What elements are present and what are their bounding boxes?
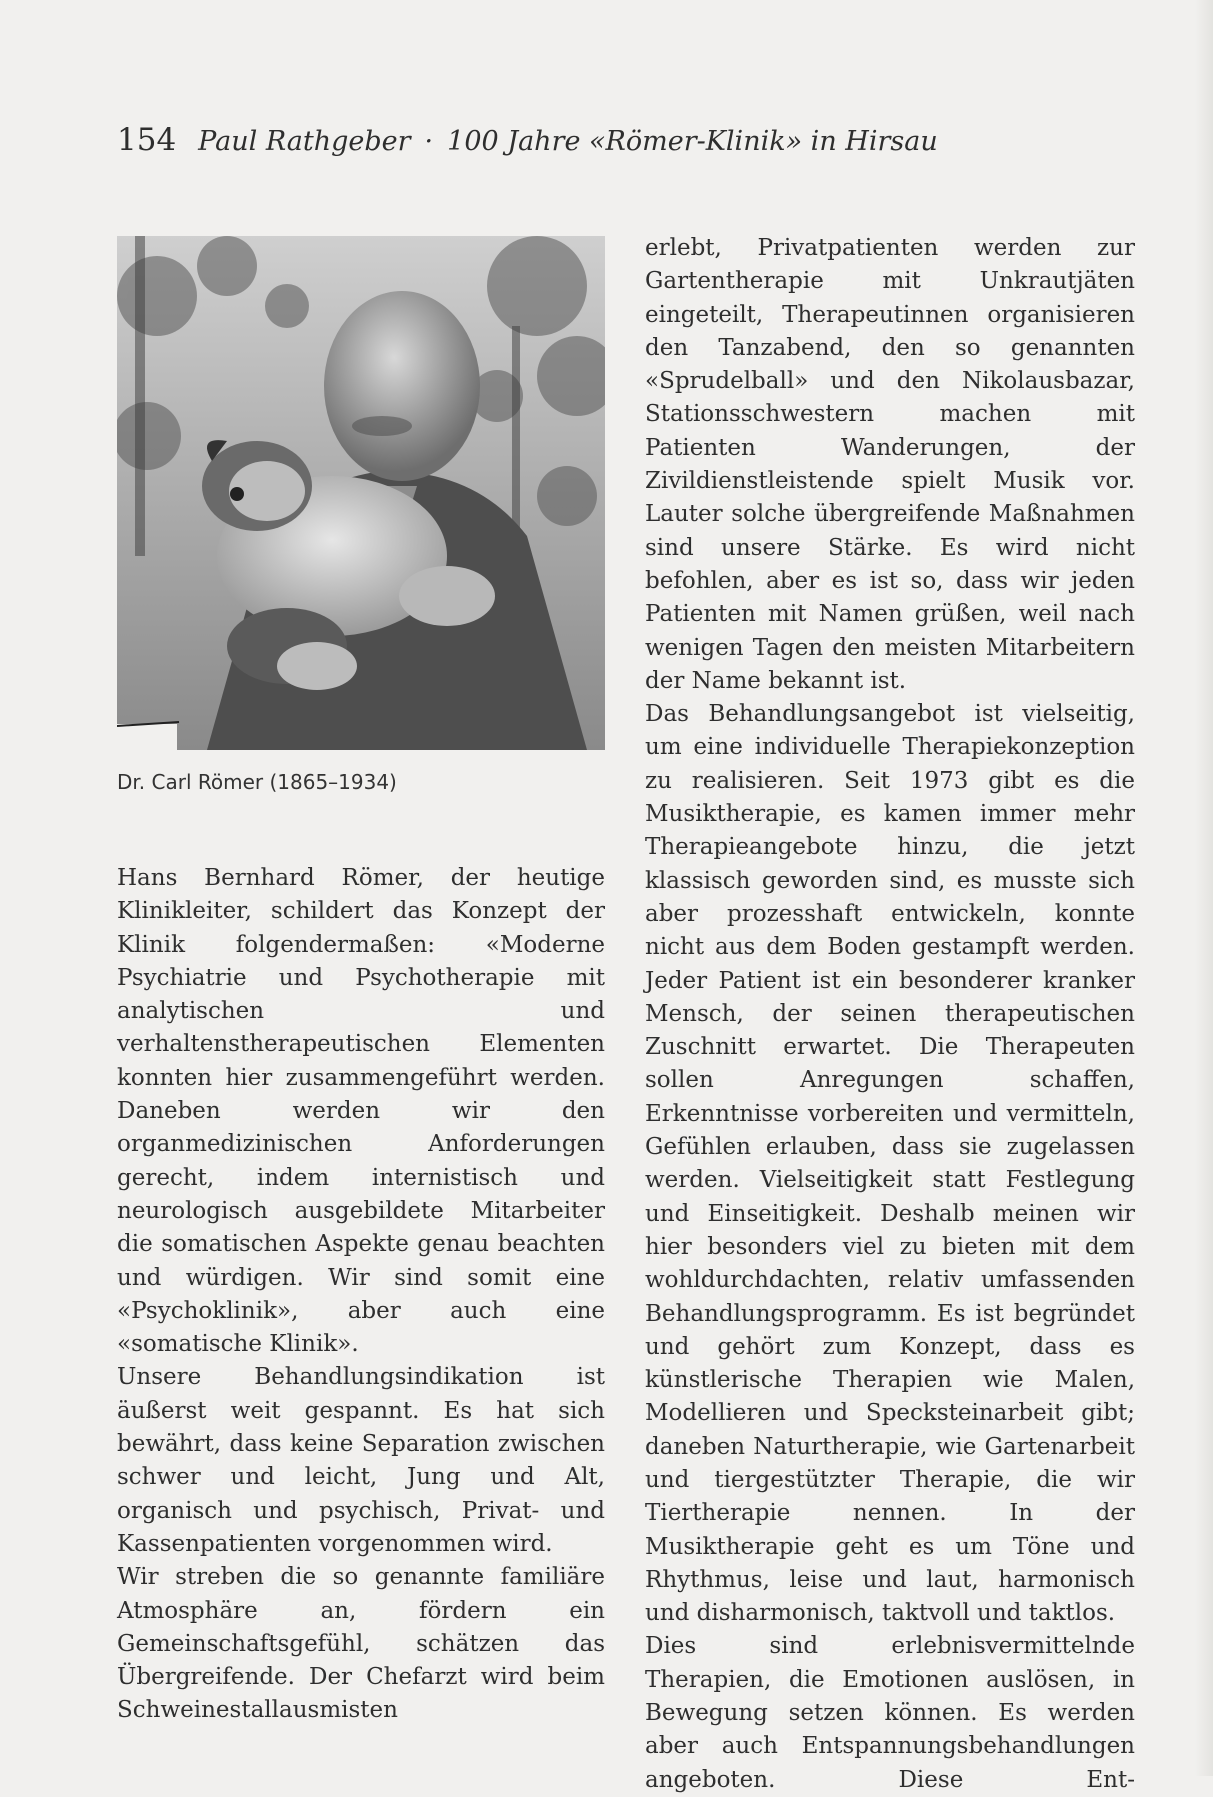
left-paragraph-1: Hans Bernhard Römer, der heutige Klinikleiter, schildert das Konzept der Klinik folgendermaßen: «Moderne Psychiatrie und Psychotherapie mit analytischen und verhaltenstherapeutischen Elementen konnten hier zusammengeführt werden. Daneben werden wir den organmedizinischen Anforderungen gerecht, indem internistisch und neurologisch ausgebildete Mitarbeiter die somatischen Aspekte genau beachten und würdigen. Wir sind somit eine «Psychoklinik», aber auch eine «somatische Klinik». (117, 865, 605, 1358)
left-column (117, 862, 605, 1728)
left-paragraph-2: Unsere Behandlungsindikation ist äußerst weit gespannt. Es hat sich bewährt, dass keine Separation zwischen schwer und leicht, Jung und Alt, organisch und psychisch, Privat- und Kassenpatienten vorgenommen wird. (117, 1364, 605, 1557)
running-head-separator: · (424, 126, 434, 157)
portrait-photo (117, 236, 605, 750)
page-number: 154 (117, 122, 177, 158)
figure-caption: Dr. Carl Römer (1865–1934) (117, 770, 397, 794)
running-head-author: Paul Rathgeber (198, 126, 411, 157)
right-paragraph-1: erlebt, Privatpatienten werden zur Gartentherapie mit Unkrautjäten eingeteilt, Therapeutinnen organisieren den Tanzabend, den so genannten «Sprudelball» und den Nikolausbazar, Stationsschwestern machen mit Patienten Wanderungen, der Zivildienstleistende spielt Musik vor. Lauter solche übergreifende Maßnahmen sind unsere Stärke. Es wird nicht befohlen, aber es ist so, dass wir jeden Patienten mit Namen grüßen, weil nach wenigen Tagen den meisten Mitarbeitern der Name bekannt ist. (645, 235, 1135, 694)
right-column (645, 232, 1135, 1797)
page-edge-shadow (1195, 0, 1213, 1776)
running-head-title: 100 Jahre «Römer-Klinik» in Hirsau (447, 126, 938, 157)
photo-man-holding-dog-icon (117, 236, 605, 750)
running-head (117, 122, 938, 158)
right-paragraph-2: Das Behandlungsangebot ist vielseitig, um eine individuelle Therapiekonzeption zu realisieren. Seit 1973 gibt es die Musiktherapie, es kamen immer mehr Therapieangebote hinzu, die jetzt klassisch geworden sind, es musste sich aber prozesshaft entwickeln, konnte nicht aus dem Boden gestampft werden. Jeder Patient ist ein besonderer kranker Mensch, der seinen therapeutischen Zuschnitt erwartet. Die Therapeuten sollen Anregungen schaffen, Erkenntnisse vorbereiten und vermitteln, Gefühlen erlauben, dass sie zugelassen werden. Vielseitigkeit statt Festlegung und Einseitigkeit. Deshalb meinen wir hier besonders viel zu bieten mit dem wohldurchdachten, relativ umfassenden Behandlungsprogramm. Es ist begründet und gehört zum Konzept, dass es künstlerische Therapien wie Malen, Modellieren und Specksteinarbeit gibt; daneben Naturtherapie, wie Gartenarbeit und tiergestützter Therapie, die wir Tiertherapie nennen. In der Musiktherapie geht es um Töne und Rhythmus, leise und laut, harmonisch und disharmonisch, taktvoll und taktlos. (645, 701, 1135, 1627)
left-paragraph-3: Wir streben die so genannte familiäre Atmosphäre an, fördern ein Gemeinschaftsgefühl, schätzen das Übergreifende. Der Chefarzt wird beim Schweinestallausmisten (117, 1564, 605, 1724)
right-paragraph-3: Dies sind erlebnisvermittelnde Therapien, die Emotionen auslösen, in Bewegung setzen können. Es werden aber auch Entspannungsbehandlungen angeboten. Diese Ent- (645, 1633, 1135, 1793)
